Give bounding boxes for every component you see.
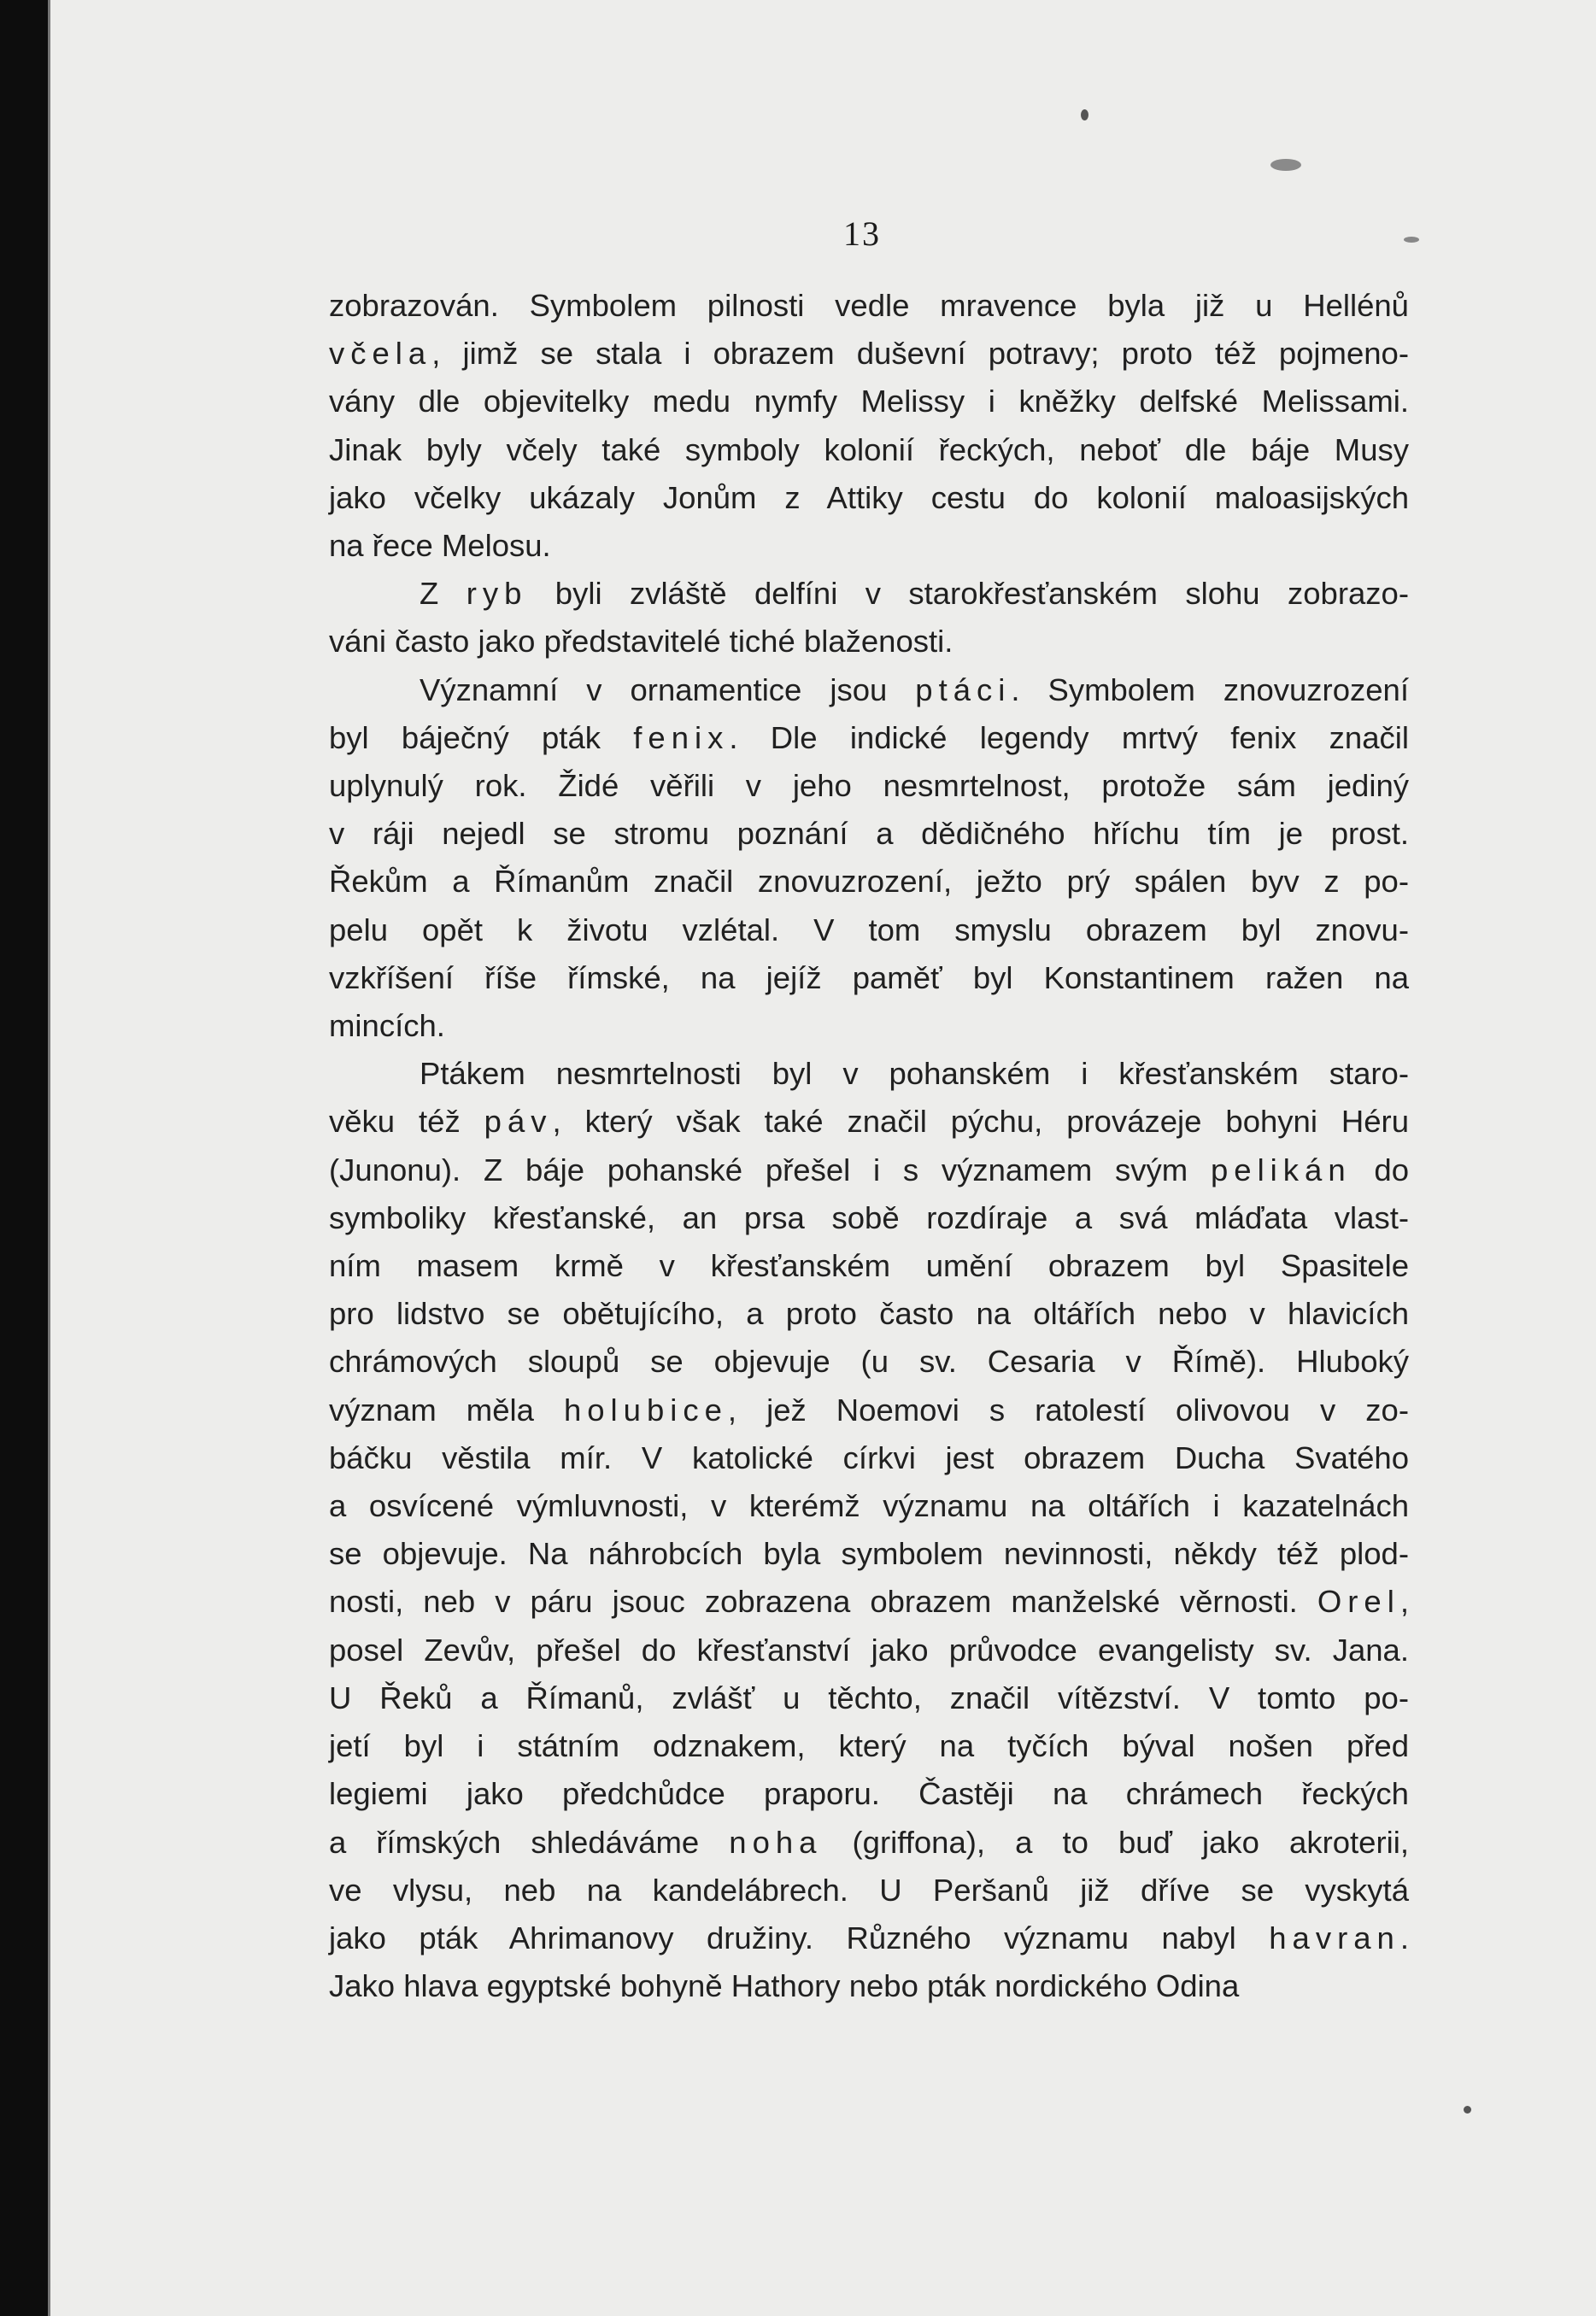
text-line	[329, 1770, 1409, 1818]
text-run: vány dle objevitelky medu nymfy Melissy i kněžky delfské Melissami.	[329, 384, 1409, 419]
text-run: pelu opět k životu vzlétal. V tom smyslu obrazem byl znovu-	[329, 912, 1409, 947]
body-text	[329, 282, 1409, 2010]
text-line	[329, 1914, 1409, 1962]
text-run: v ráji nejedl se stromu poznání a dědičného hříchu tím je prost.	[329, 816, 1409, 852]
text-run: (Junonu). Z báje pohanské přešel i s významem svým	[329, 1152, 1211, 1187]
text-run: význam měla	[329, 1392, 564, 1428]
text-run: Z	[420, 576, 466, 612]
text-run: nosti, neb v páru jsouc zobrazena obrazem manželské věrnosti.	[329, 1584, 1317, 1620]
text-run: byl báječný pták	[329, 719, 634, 755]
text-line	[329, 1098, 1409, 1146]
text-run: zobrazován. Symbolem pilnosti vedle mravence byla již u Hellénů	[329, 288, 1409, 323]
text-line	[329, 954, 1409, 1002]
text-run: symboliky křesťanské, an prsa sobě rozdíraje a svá mláďata vlast-	[329, 1199, 1409, 1235]
text-run: , jimž se stala i obrazem duševní potravy; proto též pojmeno-	[431, 336, 1409, 372]
scanned-page	[48, 0, 1596, 2316]
text-line	[329, 570, 1409, 618]
text-line	[329, 1962, 1409, 2010]
text-line	[329, 1722, 1409, 1770]
text-line	[329, 1674, 1409, 1722]
emphasized-term: holubice	[563, 1392, 728, 1428]
text-run: věku též	[329, 1104, 484, 1140]
emphasized-term: havran	[1269, 1920, 1400, 1955]
text-line	[329, 1387, 1409, 1434]
text-line	[329, 1819, 1409, 1867]
emphasized-term: páv	[484, 1104, 553, 1140]
text-line	[329, 906, 1409, 954]
text-line	[329, 474, 1409, 522]
text-run: se objevuje. Na náhrobcích byla symbolem nevinnosti, někdy též plod-	[329, 1536, 1409, 1572]
text-run: (griffona), a to buď jako akroterii,	[822, 1824, 1409, 1860]
text-run: do	[1351, 1152, 1409, 1187]
text-line	[329, 1482, 1409, 1530]
text-run: jako včelky ukázaly Jonům z Attiky cestu do kolonií maloasijských	[329, 479, 1409, 515]
text-line	[329, 522, 1409, 570]
page-number: 13	[843, 214, 881, 253]
text-run: , který však také značil pýchu, provázeje bohyni Héru	[552, 1104, 1409, 1140]
text-run: . Symbolem znovuzrození	[1011, 671, 1409, 707]
text-line	[329, 282, 1409, 330]
text-run: na řece Melosu.	[329, 528, 551, 564]
emphasized-term: ptáci	[915, 671, 1012, 707]
text-run: Řekům a Římanům značil znovuzrození, ježto prý spálen byv z po-	[329, 864, 1409, 900]
text-line	[329, 762, 1409, 810]
emphasized-term: včela	[329, 336, 432, 372]
text-run: Ptákem nesmrtelnosti byl v pohanském i křesťanském staro-	[420, 1056, 1409, 1092]
text-line	[329, 714, 1409, 762]
text-run: byli zvláště delfíni v starokřesťanském slohu zobrazo-	[527, 576, 1409, 612]
emphasized-term: fenix	[633, 719, 730, 755]
text-run: vzkříšení říše římské, na jejíž paměť byl Konstantinem ražen na	[329, 959, 1409, 995]
text-line	[329, 1627, 1409, 1674]
emphasized-term: pelikán	[1210, 1152, 1352, 1187]
text-run: ním masem krmě v křesťanském umění obrazem byl Spasitele	[329, 1248, 1409, 1284]
text-line	[329, 1578, 1409, 1626]
text-line	[329, 378, 1409, 425]
text-line	[329, 1146, 1409, 1194]
text-run: posel Zevův, přešel do křesťanství jako průvodce evangelisty sv. Jana.	[329, 1632, 1409, 1668]
text-run: legiemi jako předchůdce praporu. Častěji na chrámech řeckých	[329, 1776, 1409, 1812]
text-line	[329, 1338, 1409, 1386]
text-run: chrámových sloupů se objevuje (u sv. Cesaria v Římě). Hluboký	[329, 1344, 1409, 1380]
text-run: báčku věstila mír. V katolické církvi jest obrazem Ducha Svatého	[329, 1439, 1409, 1475]
text-run: mincích.	[329, 1008, 445, 1044]
text-run: Jinak byly včely také symboly kolonií řeckých, neboť dle báje Musy	[329, 431, 1409, 467]
text-line	[329, 810, 1409, 858]
text-run: a římských shledáváme	[329, 1824, 730, 1860]
text-line	[329, 666, 1409, 714]
text-run: ve vlysu, neb na kandelábrech. U Peršanů již dříve se vyskytá	[329, 1872, 1409, 1908]
text-line	[329, 1002, 1409, 1050]
text-line	[329, 1242, 1409, 1290]
text-line	[329, 1434, 1409, 1482]
text-run: jako pták Ahrimanovy družiny. Různého významu nabyl	[329, 1920, 1270, 1955]
scan-speck	[1270, 159, 1301, 171]
text-run: Jako hlava egyptské bohyně Hathory nebo pták nordického Odina	[329, 1968, 1240, 2004]
text-run: , jež Noemovi s ratolestí olivovou v zo-	[727, 1392, 1409, 1428]
text-run: a osvícené výmluvnosti, v kterémž významu na oltářích i kazatelnách	[329, 1488, 1409, 1524]
text-line	[329, 330, 1409, 378]
scan-speck	[1081, 109, 1088, 120]
emphasized-term: noha	[729, 1824, 823, 1860]
text-line	[329, 1530, 1409, 1578]
text-line	[329, 618, 1409, 665]
text-run: U Řeků a Římanů, zvlášť u těchto, značil vítězství. V tomto po-	[329, 1680, 1409, 1715]
text-run: . Dle indické legendy mrtvý fenix značil	[729, 719, 1409, 755]
text-line	[329, 1194, 1409, 1242]
emphasized-term: ryb	[466, 576, 528, 612]
text-run: váni často jako představitelé tiché blaženosti.	[329, 624, 953, 660]
text-run: pro lidstvo se obětujícího, a proto často na oltářích nebo v hlavicích	[329, 1296, 1409, 1332]
text-line	[329, 1050, 1409, 1098]
text-line	[329, 426, 1409, 474]
text-run: ,	[1399, 1584, 1409, 1620]
text-line	[329, 858, 1409, 906]
text-run: uplynulý rok. Židé věřili v jeho nesmrtelnost, protože sám jediný	[329, 768, 1409, 804]
text-line	[329, 1290, 1409, 1338]
text-run: Významní v ornamentice jsou	[420, 671, 916, 707]
scan-speck	[1404, 237, 1419, 243]
emphasized-term: Orel	[1317, 1584, 1400, 1620]
text-run: jetí byl i státním odznakem, který na tyčích býval nošen před	[329, 1728, 1409, 1764]
text-line	[329, 1867, 1409, 1914]
text-run: .	[1399, 1920, 1409, 1955]
scan-speck	[1464, 2106, 1471, 2114]
